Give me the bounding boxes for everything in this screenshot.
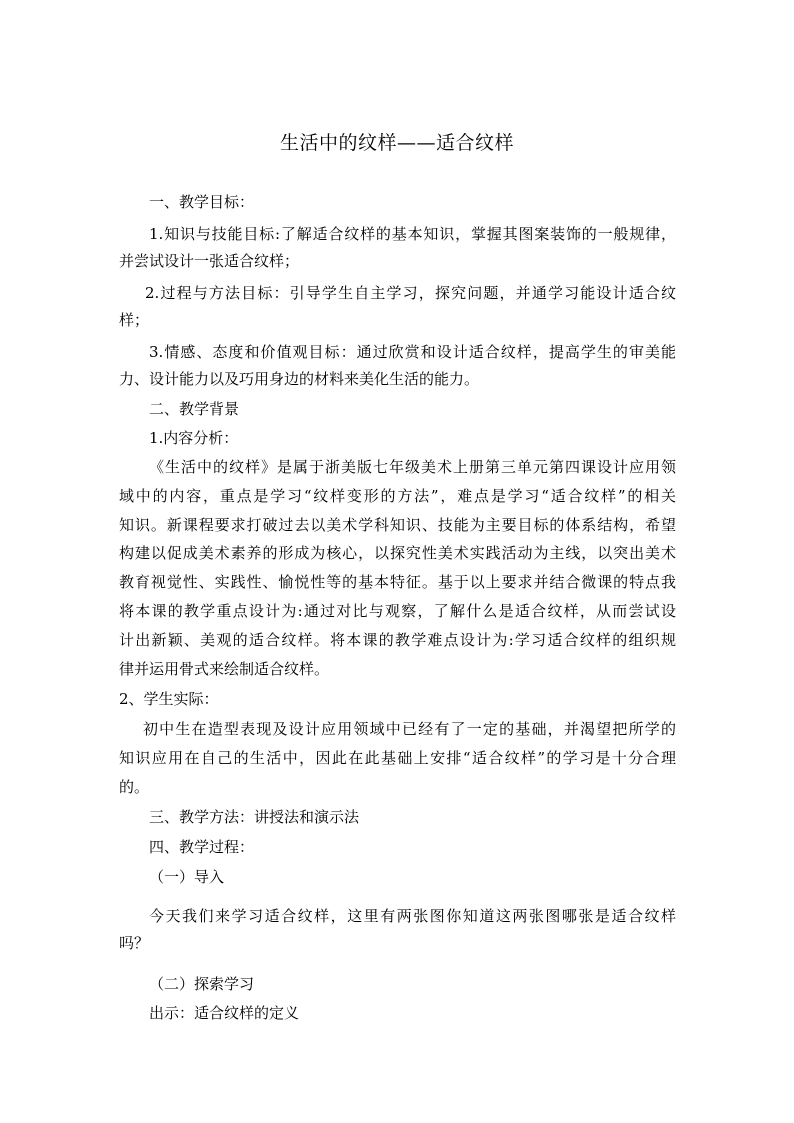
paragraph-line: 样； <box>119 311 150 329</box>
paragraph-line: 律并运用骨式来绘制适合纹样。 <box>119 660 330 678</box>
paragraph-line: 2.过程与方法目标：引导学生自主学习，探究问题，并通学习能设计适合纹 <box>145 284 676 302</box>
paragraph-line: 域中的内容，重点是学习“纹样变形的方法”，难点是学习“适合纹样”的相关 <box>119 487 676 505</box>
paragraph-line: 的。 <box>119 778 150 796</box>
paragraph-line: 吗？ <box>119 934 150 952</box>
paragraph-line: 1.知识与技能目标:了解适合纹样的基本知识，掌握其图案装饰的一般规律， <box>149 225 676 243</box>
paragraph-line: 出示：适合纹样的定义 <box>149 1004 300 1022</box>
paragraph-line: 《生活中的纹样》是属于浙美版七年级美术上册第三单元第四课设计应用领 <box>149 458 676 476</box>
paragraph-line: 今天我们来学习适合纹样，这里有两张图你知道这两张图哪张是适合纹样 <box>149 907 676 925</box>
paragraph-line: 并尝试设计一张适合纹样； <box>119 252 300 270</box>
paragraph-line: 初中生在造型表现及设计应用领域中已经有了一定的基础，并渴望把所学的 <box>143 720 676 738</box>
paragraph-line: 构建以促成美术素养的形成为核心，以探究性美术实践活动为主线，以突出美术 <box>119 544 676 562</box>
subsection-heading: 2、学生实际： <box>119 690 219 708</box>
subsection-heading: （二）探索学习 <box>149 975 255 993</box>
section-heading-methods: 三、教学方法：讲授法和演示法 <box>149 808 360 826</box>
paragraph-line: 3.情感、态度和价值观目标：通过欣赏和设计适合纹样，提高学生的审美能 <box>149 343 676 361</box>
section-heading-background: 二、教学背景 <box>149 400 240 418</box>
subsection-heading: 1.内容分析： <box>149 429 239 447</box>
paragraph-line: 教育视觉性、实践性、愉悦性等的基本特征。基于以上要求并结合微课的特点我 <box>119 573 676 591</box>
section-heading-objectives: 一、教学目标： <box>149 193 255 211</box>
subsection-heading: （一）导入 <box>149 868 225 886</box>
paragraph-line: 知识。新课程要求打破过去以美术学科知识、技能为主要目标的体系结构，希望 <box>119 516 676 534</box>
document-title: 生活中的纹样——适合纹样 <box>279 132 514 154</box>
paragraph-line: 将本课的教学重点设计为:通过对比与观察，了解什么是适合纹样，从而尝试设 <box>119 602 676 620</box>
paragraph-line: 力、设计能力以及巧用身边的材料来美化生活的能力。 <box>119 370 480 388</box>
section-heading-process: 四、教学过程： <box>149 838 255 856</box>
paragraph-line: 知识应用在自己的生活中，因此在此基础上安排“适合纹样”的学习是十分合理 <box>119 749 676 767</box>
paragraph-line: 计出新颖、美观的适合纹样。将本课的教学难点设计为:学习适合纹样的组织规 <box>119 631 676 649</box>
